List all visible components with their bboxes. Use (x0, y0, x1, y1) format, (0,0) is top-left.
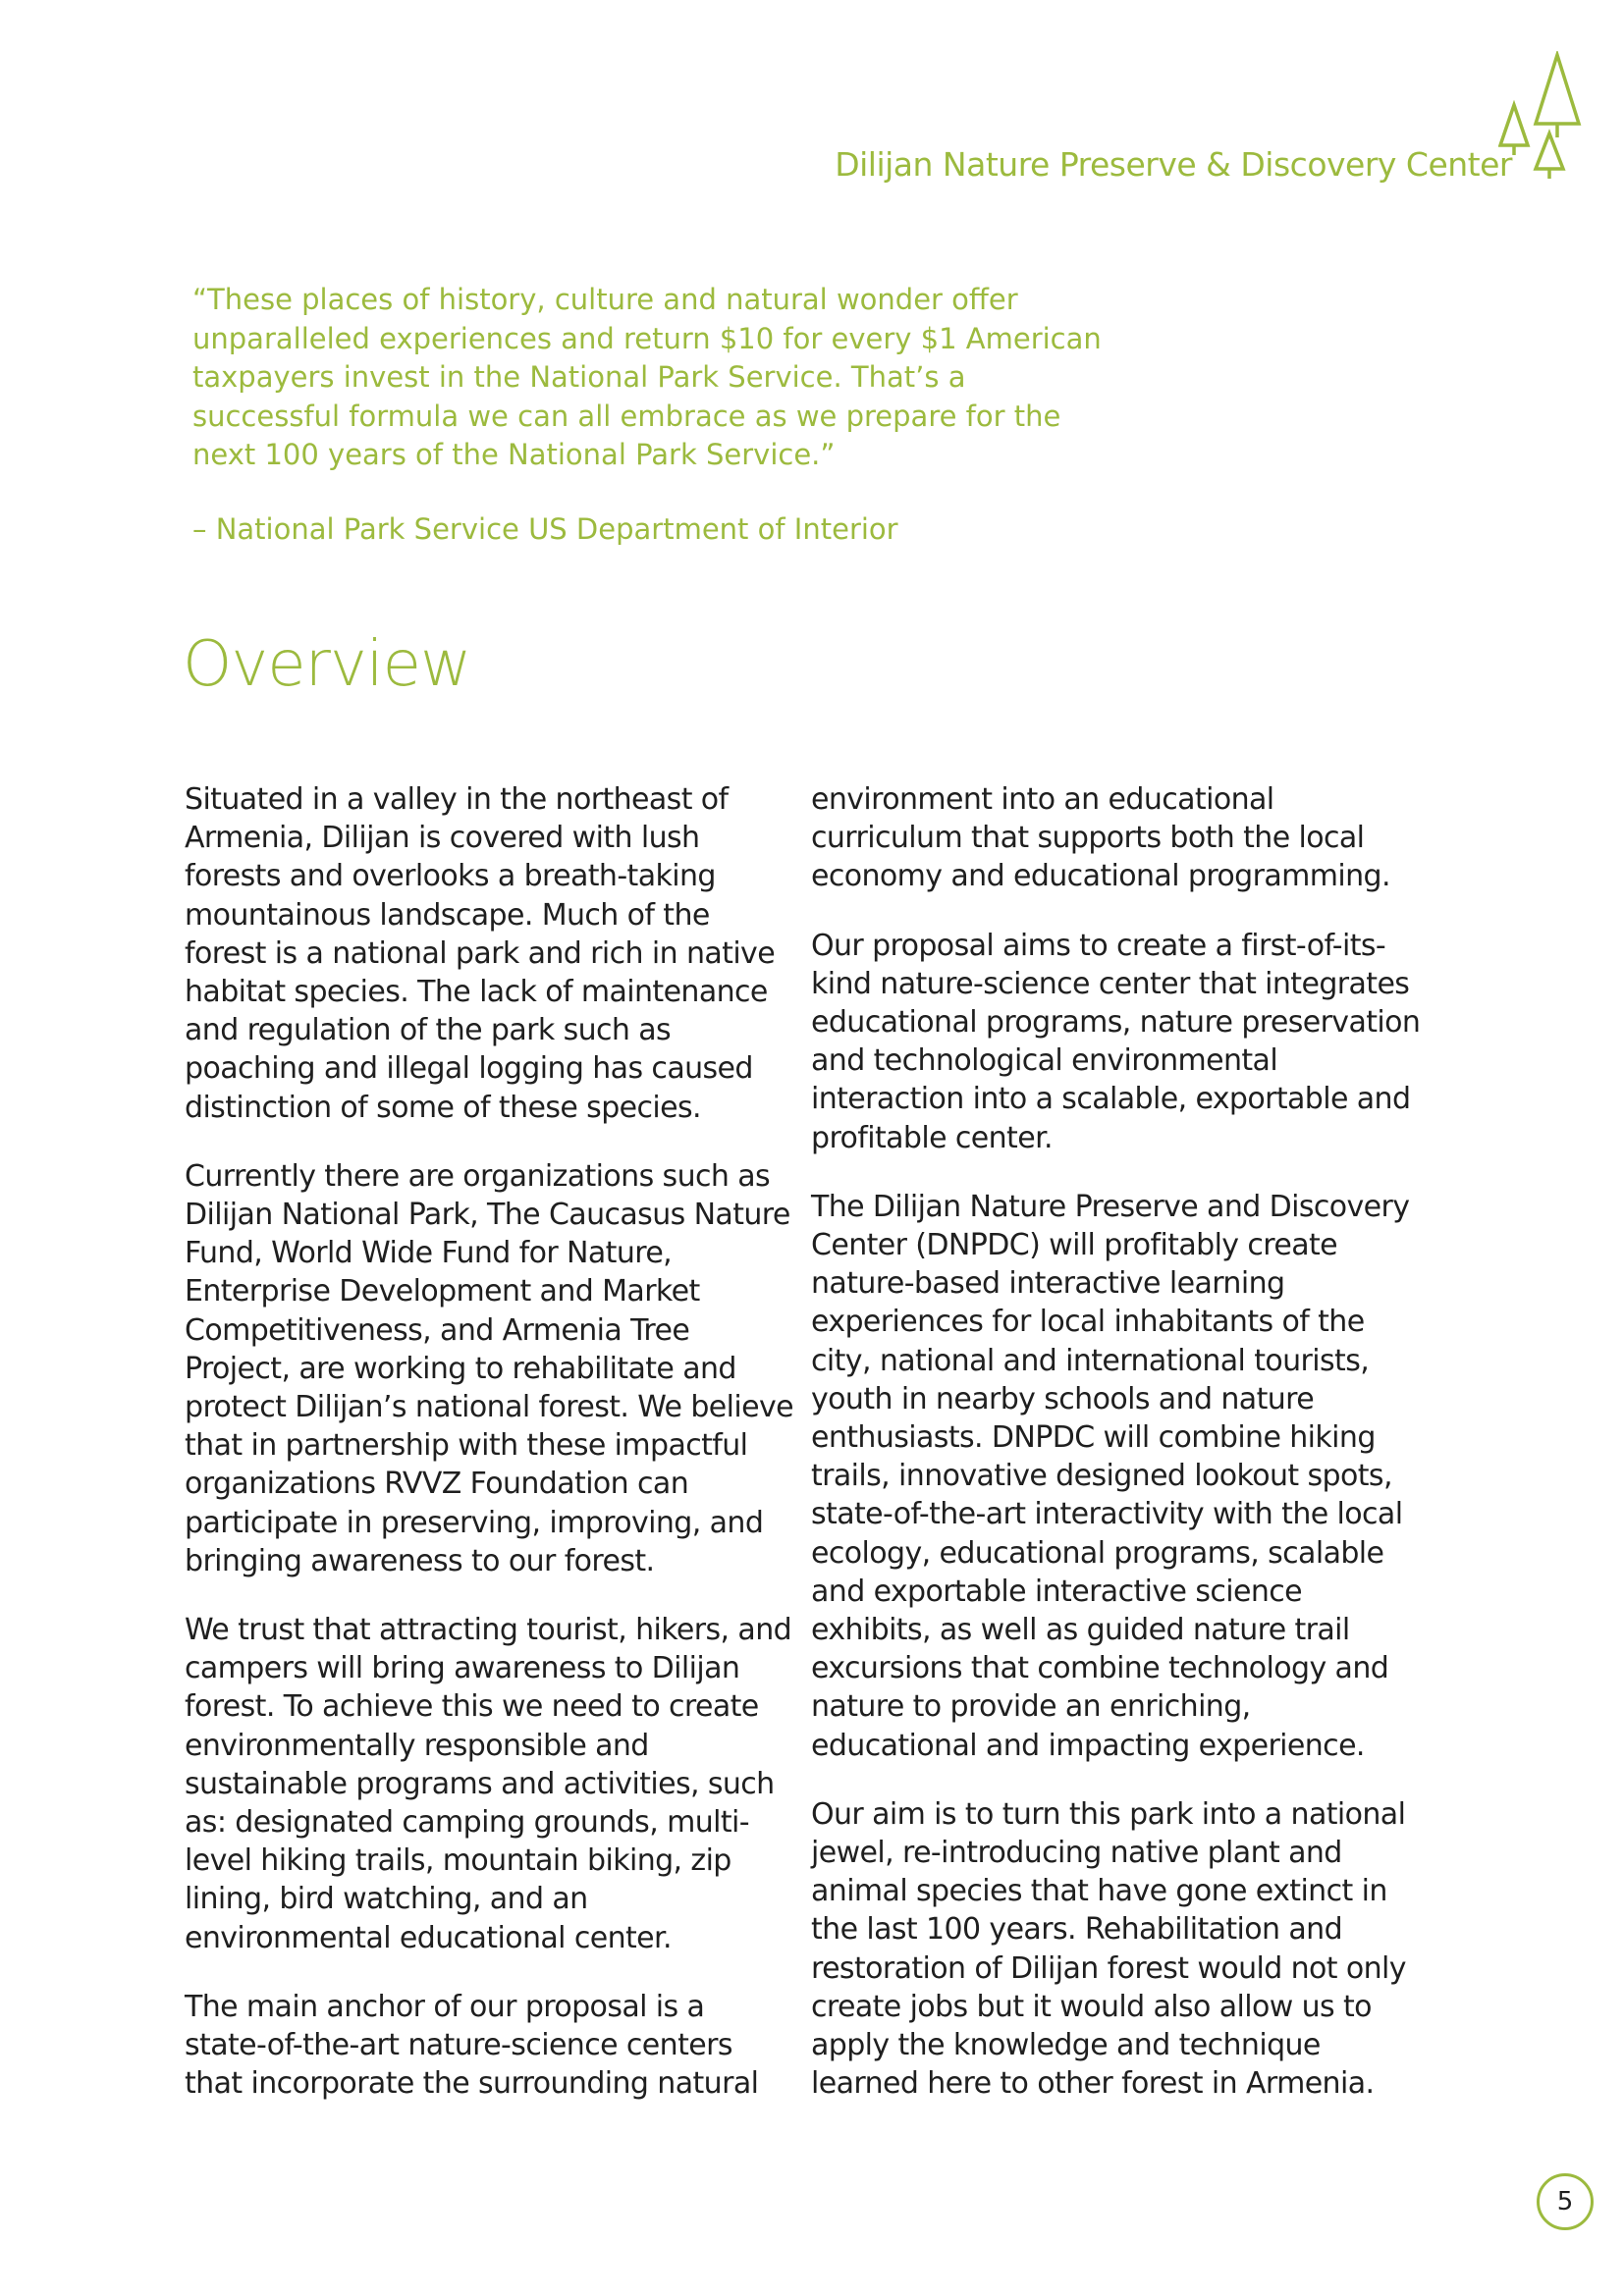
quote-attribution: – National Park Service US Department of Interior (192, 512, 898, 546)
pull-quote: “These places of history, culture and natural wonder offer unparalleled experiences and return $10 for every $1 American taxpayers invest in the National Park Service. That’s a successful formula we can all embrace as we prepare for the next 100 years of the National Park Service.” (192, 283, 1102, 471)
paragraph: environment into an educational curriculum that supports both the local economy and educational programming. (811, 782, 1390, 894)
paragraph: The Dilijan Nature Preserve and Discovery Center (DNPDC) will profitably create nature-based interactive learning experiences for local inhabitants of the city, national and international tourists, youth in nearby schools and nature enthusiasts. DNPDC will combine hiking trails, innovative designed lookout spots, state-of-the-art interactivity with the local ecology, educational programs, scalable and exportable interactive science exhibits, as well as guided nature trail excursions that combine technology and nature to provide an enriching, educational and impacting experience. (811, 1189, 1410, 1763)
header-title: Dilijan Nature Preserve & Discovery Center (835, 145, 1512, 184)
page-number: 5 (1537, 2173, 1594, 2230)
paragraph: We trust that attracting tourist, hikers, and campers will bring awareness to Dilijan forest. To achieve this we need to create environmentally responsible and sustainable programs and activities, such as: designated camping grounds, multi-level hiking trails, mountain biking, zip lining, bird watching, and an environmental educational center. (185, 1613, 792, 1955)
paragraph: Our proposal aims to create a first-of-its-kind nature-science center that integrates educational programs, nature preservation and technological environmental interaction into a scalable, exportable and profitable center. (811, 928, 1421, 1155)
paragraph: The main anchor of our proposal is a state-of-the-art nature-science centers that incorporate the surrounding natural (185, 1989, 759, 2102)
right-column (811, 780, 1422, 2134)
paragraph: Our aim is to turn this park into a national jewel, re-introducing native plant and animal species that have gone extinct in the last 100 years. Rehabilitation and restoration of Dilijan forest would not only create jobs but it would also allow us to apply the knowledge and technique learned here to other forest in Armenia. (811, 1796, 1406, 2102)
paragraph: Situated in a valley in the northeast of Armenia, Dilijan is covered with lush forests and overlooks a breath-taking mountainous landscape. Much of the forest is a national park and rich in native habitat species. The lack of maintenance and regulation of the park such as poaching and illegal logging has caused distinction of some of these species. (185, 782, 776, 1125)
left-column (185, 780, 793, 2134)
paragraph: Currently there are organizations such as Dilijan National Park, The Caucasus Nature Fund, World Wide Fund for Nature, Enterprise Development and Market Competitiveness, and Armenia Tree Project, are working to rehabilitate and protect Dilijan’s national forest. We believe that in partnership with these impactful organizations RVVZ Foundation can participate in preserving, improving, and bringing awareness to our forest. (185, 1158, 793, 1578)
pine-trees-icon (1498, 51, 1597, 183)
section-title: Overview (183, 628, 471, 701)
